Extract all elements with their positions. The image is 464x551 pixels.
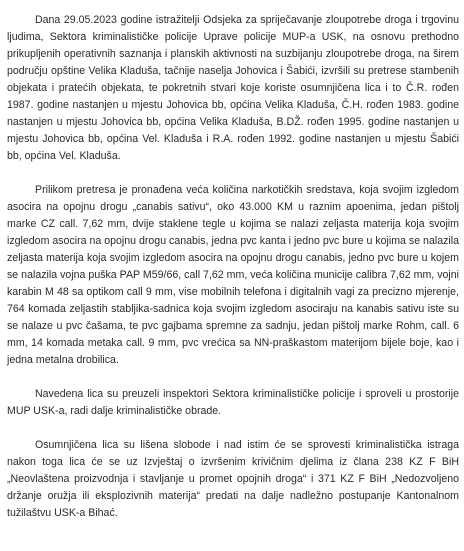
paragraph-charges: Osumnjičena lica su lišena slobode i nad istim će se sprovesti kriminalistička istraga nakon toga lica će se uz Izvještaj o izvršenim krivičnim djelima iz člana 238 KZ F BiH „Neovlaštena proizvodnja i stavljanje u promet opojnih droga“ i 371 KZ F BiH „Nedozvoljeno držanje oružja ili eksplozivnih materija“ predati na dalje nadležno postupanje Kantonalnom tužilaštvu USK-a Bihać. (7, 439, 459, 519)
paragraph-search-summary: Dana 29.05.2023 godine istražitelji Odsjeka za spriječavanje zloupotrebe droga i trgovinu ljudima, Sektora kriminalističke policije Uprave policije MUP-a USK, na osnovu prethodno prikupljenih operativnih saznanja i planskih aktivnosti na suzbijanju zloupotrebe droga, na širem području opštine Velika Kladuša, tačnije naselja Johovica i Šabići, izvršili su pretrese stambenih objekata i pratećih objekata, te pokretnih stvari koje koriste osumnjičena lica i to Č.R. rođen 1987. godine nastanjen u mjestu Johovica bb, općina Velika Kladuša, Č.H. rođen 1983. godine nastanjen u mjestu Johovica bb, općina Velika Kladuša, B.DŽ. rođen 1995. godine nastanjen u mjestu Johovica bb, općina Vel. Kladuša i R.A. rođen 1992. godine nastanjen u mjestu Šabići bb, općina Vel. Kladuša. (7, 14, 459, 162)
paragraph-transfer: Navedena lica su preuzeli inspektori Sektora kriminalističke policije i sproveli u prostorije MUP USK-a, radi dalje kriminalističke obrade. (7, 388, 459, 417)
paragraph-seized-items: Prilikom pretresa je pronađena veća količina narkotičkih sredstava, koja svojim izgledom asocira na opojnu drogu „canabis sativu“, oko 43.000 KM u raznim apoenima, jedan pištolj marke CZ call. 7,62 mm, dvije staklene tegle u kojima se nalazi zeljasta materija koja svojim izgledom asocira na opojnu drogu canabis, jedna pvc kanta i jedno pvc bure u kojima se nalazila zeljasta materija koja svojim izgledom asocira na opojnu drogu canabis, jedno pvc bure u kojem se nalazila vojna puška PAP M59/66, call 7,62 mm, veća količina municije calibra 7,62 mm, vojni karabin M 48 sa optikom call 9 mm, vise mobilnih telefona i digitalnih vagi za precizno mjerenje, 764 komada zeljastih stabljika-sadnica koja svojim izgledom asociraju na kanabis sativu iste su se nalaze u pvc čašama, te pvc gajbama spremne za sadnju, jedan pištolj marke Rohm, call. 6 mm, 14 komada metaka call. 9 mm, pvc vrećica sa NN-praškastom materijom bijele boje, kao i jedna metalna drobilica. (7, 184, 459, 366)
